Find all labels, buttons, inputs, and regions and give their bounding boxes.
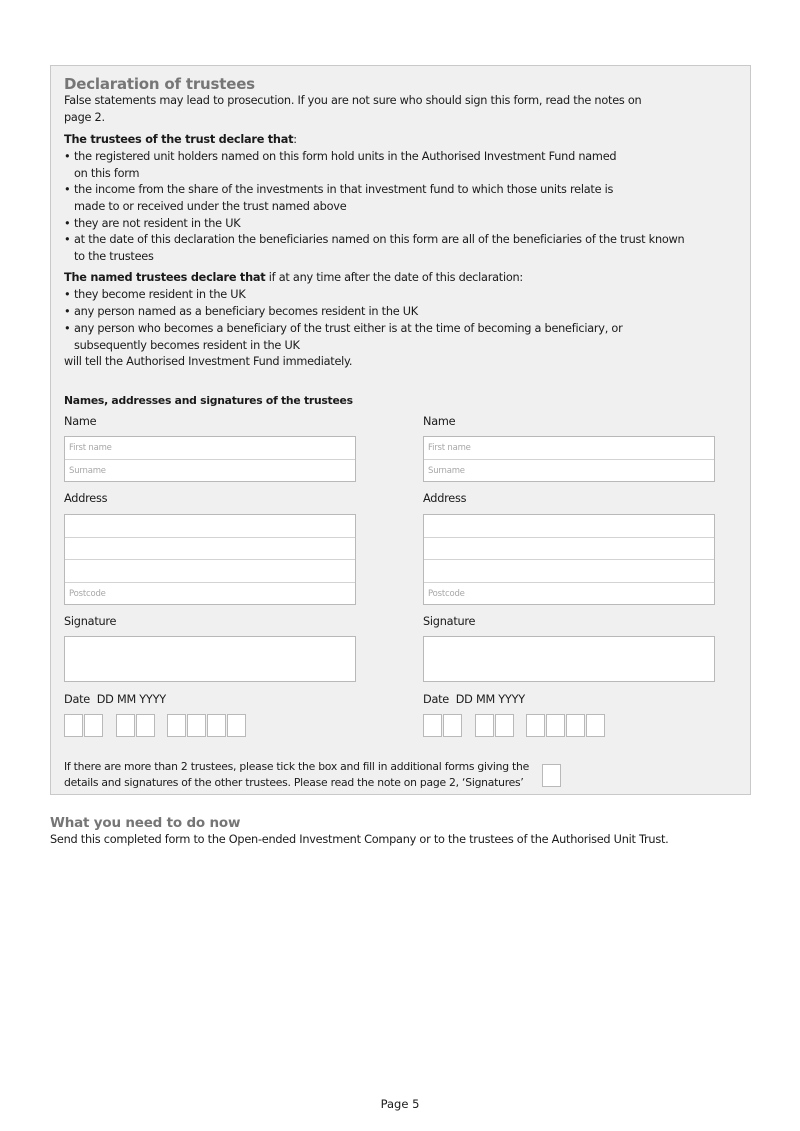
- declare-heading-rest: :: [293, 133, 297, 146]
- bullet-line: at the date of this declaration the beneficiaries named on this form are all of the beneficiaries of the trust known: [74, 233, 685, 246]
- postcode-placeholder: Postcode: [69, 589, 106, 599]
- trustee-2-signature-box[interactable]: [423, 636, 715, 682]
- closing-line: will tell the Authorised Investment Fund immediately.: [64, 355, 353, 368]
- trustee-2-address-label: Address: [423, 492, 467, 505]
- next-steps-title: What you need to do now: [50, 815, 241, 831]
- trustee-1-name-box: [64, 436, 356, 482]
- date-digit-box[interactable]: [546, 714, 565, 737]
- trustees-heading: Names, addresses and signatures of the trustees: [64, 394, 353, 407]
- date-digit-box[interactable]: [227, 714, 246, 737]
- trustee-2-address-box: [423, 514, 715, 605]
- postcode-placeholder: Postcode: [428, 589, 465, 599]
- named-heading-bold: The named trustees declare that: [64, 271, 266, 284]
- bullet-line: they become resident in the UK: [74, 288, 246, 301]
- date-digit-box[interactable]: [84, 714, 103, 737]
- bullet-line: any person who becomes a beneficiary of the trust either is at the time of becoming a beneficiary, or: [74, 322, 623, 335]
- bullet-dot: •: [64, 305, 71, 318]
- bullet-line: subsequently becomes resident in the UK: [74, 338, 300, 352]
- trustee-1-address-box: [64, 514, 356, 605]
- named-heading-rest: if at any time after the date of this declaration:: [265, 271, 523, 284]
- trustee-2-address-line-1[interactable]: [424, 515, 714, 537]
- date-digit-box[interactable]: [64, 714, 83, 737]
- more-trustees-line-1: If there are more than 2 trustees, please tick the box and fill in additional forms giving the: [64, 760, 530, 773]
- trustee-1-first-name-field[interactable]: [65, 437, 355, 459]
- trustee-2-name-label: Name: [423, 415, 456, 428]
- date-digit-box[interactable]: [116, 714, 135, 737]
- date-label-text: Date: [64, 693, 91, 706]
- date-digit-box[interactable]: [586, 714, 605, 737]
- page-number: Page 5: [380, 1097, 420, 1111]
- bullet-line: the income from the share of the investments in that investment fund to which those units relate is: [74, 183, 614, 196]
- bullet-line: made to or received under the trust named above: [74, 199, 347, 213]
- date-digit-box[interactable]: [475, 714, 494, 737]
- bullet-dot: •: [64, 233, 71, 246]
- bullet-dot: •: [64, 288, 71, 301]
- trustee-1-address-line-3[interactable]: [65, 559, 355, 582]
- trustee-1-address-line-2[interactable]: [65, 537, 355, 559]
- trustee-1-name-label: Name: [64, 415, 97, 428]
- trustee-1-postcode-field[interactable]: [65, 582, 355, 604]
- date-digit-box[interactable]: [167, 714, 186, 737]
- trustee-2-signature-label: Signature: [423, 615, 476, 628]
- declare-heading-bold: The trustees of the trust declare that: [64, 133, 294, 146]
- more-trustees-checkbox[interactable]: [542, 764, 561, 787]
- bullet-line: the registered unit holders named on this form hold units in the Authorised Investment Fund named: [74, 150, 617, 163]
- date-digit-box[interactable]: [443, 714, 462, 737]
- date-digit-box[interactable]: [207, 714, 226, 737]
- named-heading: [64, 270, 523, 287]
- trustee-2-address-line-3[interactable]: [424, 559, 714, 582]
- declare-heading: [64, 132, 297, 149]
- date-digit-box[interactable]: [187, 714, 206, 737]
- first-name-placeholder: First name: [428, 443, 471, 453]
- trustee-2-postcode-field[interactable]: [424, 582, 714, 604]
- trustee-2-name-box: [423, 436, 715, 482]
- surname-placeholder: Surname: [428, 466, 465, 476]
- trustee-1-signature-label: Signature: [64, 615, 117, 628]
- trustee-2-address-line-2[interactable]: [424, 537, 714, 559]
- date-digit-box[interactable]: [526, 714, 545, 737]
- date-digit-box[interactable]: [495, 714, 514, 737]
- trustee-2-surname-field[interactable]: [424, 459, 714, 481]
- declaration-panel: [50, 65, 751, 795]
- next-steps-text: Send this completed form to the Open-ended Investment Company or to the trustees of the Authorised Unit Trust.: [50, 833, 669, 846]
- declaration-title: Declaration of trustees: [64, 75, 255, 93]
- bullet-line: they are not resident in the UK: [74, 217, 241, 230]
- trustee-2-date-label: [423, 693, 525, 706]
- date-format-text: DD MM YYYY: [96, 693, 166, 706]
- trustee-1-address-label: Address: [64, 492, 108, 505]
- bullet-dot: •: [64, 183, 71, 196]
- date-digit-box[interactable]: [136, 714, 155, 737]
- trustee-2-first-name-field[interactable]: [424, 437, 714, 459]
- intro-line-1: False statements may lead to prosecution. If you are not sure who should sign this form, read the notes on: [64, 94, 642, 107]
- trustee-1-surname-field[interactable]: [65, 459, 355, 481]
- date-label-text: Date: [423, 693, 450, 706]
- surname-placeholder: Surname: [69, 466, 106, 476]
- bullet-dot: •: [64, 150, 71, 163]
- date-format-text: DD MM YYYY: [455, 693, 525, 706]
- trustee-1-address-line-1[interactable]: [65, 515, 355, 537]
- trustee-1-date-label: [64, 693, 166, 706]
- bullet-dot: •: [64, 322, 71, 335]
- bullet-line: to the trustees: [74, 249, 154, 263]
- bullet-line: any person named as a beneficiary becomes resident in the UK: [74, 305, 418, 318]
- trustee-1-signature-box[interactable]: [64, 636, 356, 682]
- date-digit-box[interactable]: [566, 714, 585, 737]
- bullet-line: on this form: [74, 166, 140, 180]
- more-trustees-line-2: details and signatures of the other trustees. Please read the note on page 2, ‘Signatures’: [64, 776, 524, 789]
- date-digit-box[interactable]: [423, 714, 442, 737]
- bullet-dot: •: [64, 217, 71, 230]
- first-name-placeholder: First name: [69, 443, 112, 453]
- intro-line-2: page 2.: [64, 111, 105, 124]
